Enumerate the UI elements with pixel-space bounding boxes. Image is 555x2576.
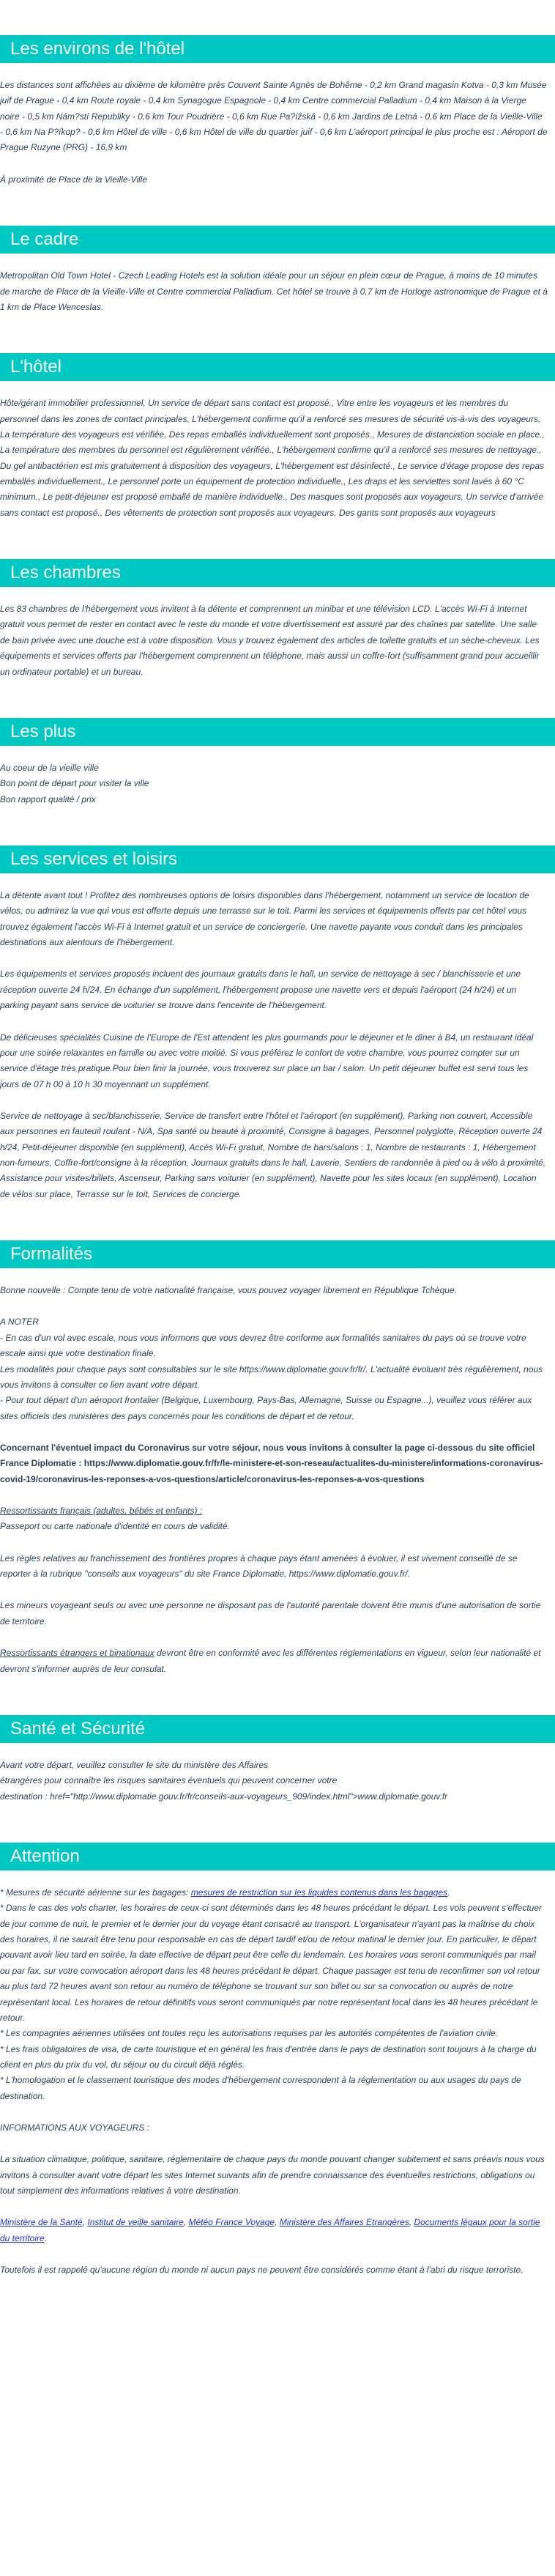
attention-terrorism: Toutefois il est rappelé qu'aucune région du monde ni aucun pays ne peuvent être considérés comme étant à l'abri du risque terroriste.	[0, 2265, 524, 2276]
section-attention	[0, 1843, 555, 2279]
formalites-french-heading: Ressortissants français (adultes, bébés et enfants) :	[0, 1506, 203, 1517]
liquids-restriction-link[interactable]: mesures de restriction sur les liquides contenus dans les bagages	[190, 1887, 448, 1898]
formalites-french-nationals	[0, 1503, 548, 1535]
attention-links	[0, 2215, 548, 2246]
link-separator: ,	[183, 2217, 189, 2228]
section-title-chambres: Les chambres	[0, 559, 555, 587]
section-title-hotel: L'hôtel	[0, 353, 555, 381]
section-cadre	[0, 226, 555, 315]
link-separator: ,	[82, 2217, 88, 2228]
formalites-note-line: Les modalités pour chaque pays sont consultables sur le site https://www.diplomatie.gouv.fr/fr/. L'actualité évoluant très régulièrement, nous vous invitons à consulter ce lien avant votre départ.	[0, 1363, 543, 1390]
formalites-french-text: Passeport ou carte nationale d'identité en cours de validité.	[0, 1521, 230, 1532]
link-separator: ,	[275, 2217, 280, 2228]
attention-notices	[0, 1885, 548, 2104]
attention-situation: La situation climatique, politique, sanitaire, réglementaire de chaque pays du monde pouvant changer subitement et sans préavis nous vous invitons à consulter avant votre départ les sites Internet suivants afin de prendre connaissance des éventuelles restrictions, obligations ou tout simplement des informations relatives à votre destination.	[0, 2154, 545, 2196]
formalites-foreign-heading: Ressortissants étrangers et binationaux	[0, 1648, 154, 1659]
formalites-foreign-text: devront être en conformité avec les différentes réglementations en vigueur, selon leur nationalité et devront s'informer auprès de leur consulat.	[0, 1648, 541, 1674]
formalites-note-line: - Pour tout départ d'un aéroport frontalier (Belgique, Luxembourg, Pays-Bas, Allemagne, Suisse ou Espagne...), veuillez vous référer aux sites officiels des ministères des pays concernés pour les conditions de départ et de retour.	[0, 1395, 532, 1421]
chambres-text: Les 83 chambres de l'hébergement vous invitent à la détente et comprennent un minibar et une télévision LCD. L'accès Wi-Fi à Internet gratuit vous permet de rester en contact avec le reste du monde et votre divertissement est assuré par des chaînes par satellite. Une salle de bain privée avec une douche est à votre disposition. Vous y trouvez également des articles de toilette gratuits et un sèche-cheveux. Les équipements et services offerts par l'hébergement comprennent un téléphone, mais aussi un coffre-fort (suffisamment grand pour accueillir un ordinateur portable) et un bureau.	[0, 604, 540, 677]
attention-charter: * Dans le cas des vols charter, les horaires de ceux-ci sont déterminés dans les 48 heures précédant le départ. Les vols peuvent s'effectuer de jour comme de nuit, le premier et le dernier jour du voyage étant consacré au transport. L'organisateur n'ayant pas la maîtrise du choix des horaires, il ne saurait être tenu pour responsable en cas de départ tardif et/ou de retour matinal le dernier jour. En particulier, le départ pouvant avoir lieu tard en soirée, la date effective de départ peut être celle du lendemain. Les horaires vous seront communiqués par mail ou par fax, sur votre convocation aéroport dans les 48 heures précédant le départ. Chaque passager est tenu de reconfirmer son vol retour au plus tard 72 heures avant son retour au numéro de téléphone se trouvant sur son billet ou sur sa convocation ou auprès de notre représentant local. Les horaires de retour définitifs vous seront communiqués par notre représentant local dans les 48 heures précédant le retour.	[0, 1903, 543, 2023]
attention-luggage-prefix: * Mesures de sécurité aérienne sur les bagages:	[0, 1887, 191, 1898]
attention-info-heading: INFORMATIONS AUX VOYAGEURS :	[0, 2122, 150, 2133]
attention-luggage	[0, 1885, 548, 1900]
links-end: .	[44, 2232, 48, 2243]
veille-sanitaire-link[interactable]: Institut de veille sanitaire	[87, 2217, 184, 2228]
meteo-france-link[interactable]: Météo France Voyage	[188, 2217, 275, 2228]
formalites-note	[0, 1314, 548, 1424]
section-environs	[0, 35, 555, 188]
legal-documents-link[interactable]: Documents légaux pour la sortie du territoire	[0, 2217, 540, 2243]
formalites-border-rules: Les règles relatives au franchissement des frontières propres à chaque pays étant amenées à évoluer, il est vivement conseillé de se reporter à la rubrique "conseils aux voyageurs" du site France Diplomatie, https://www.diplomatie.gouv.fr/.	[0, 1552, 518, 1580]
foreign-affairs-link[interactable]: Ministère des Affaires Etrangères	[279, 2217, 409, 2228]
section-formalites	[0, 1240, 555, 1677]
sante-ministry-link[interactable]: Ministère de la Santé	[0, 2217, 83, 2228]
section-title-formalites: Formalités	[0, 1240, 555, 1268]
services-restauration-text: De délicieuses spécialités Cuisine de l'Europe de l'Est attendent les plus gourmands pour le déjeuner et le dîner à B4, un restaurant idéal pour une soirée relaxantes en famille ou avec votre moitié. Si vous préférez le confort de votre chambre, vous pourrez compter sur un service d'étage très pratique.Pour bien finir la journée, vous trouverez sur place un bar / salon. Un petit déjeuner buffet est servi tous les jours de 07 h 00 à 10 h 30 moyennant un supplément.	[0, 1032, 534, 1089]
attention-airlines: * Les compagnies aériennes utilisées ont toutes reçu les autorisations requises par les autorités compétentes de l'aviation civile.	[0, 2028, 498, 2039]
section-sante	[0, 1715, 555, 1805]
section-hotel	[0, 353, 555, 521]
hotel-text: Hôte/gérant immobilier professionnel, Un service de départ sans contact est proposé., Vitre entre les voyageurs et les membres du personnel dans les zones de contact principales, L'hébergement confirme qu'il a renforcé ses mesures de sécurité vis-à-vis des voyageurs, La température des voyageurs est vérifiée, Des repas emballés individuellement sont proposés., Mesures de distanciation sociale en place., La température des membres du personnel est régulièrement vérifiée., L'hébergement confirme qu'il a renforcé ses mesures de nettoyage., Du gel antibactérien est mis gratuitement à disposition des voyageurs, L'hébergement est désinfecté., Le service d'étage propose des repas emballés individuellement., Le personnel porte un équipement de protection individuelle., Les draps et les serviettes sont lavés à 60 °C minimum., Le petit-déjeuner est proposé emballé de manière individuelle., Des masques sont proposés aux voyageurs, Un service d'arrivée sans contact est proposé., Des vêtements de protection sont proposés aux voyageurs, Des gants sont proposés aux voyageurs	[0, 398, 545, 518]
formalites-note-line: A NOTER	[0, 1317, 39, 1328]
section-title-sante: Santé et Sécurité	[0, 1715, 555, 1743]
environs-distances: Les distances sont affichées au dixième de kilomètre près Couvent Sainte Agnès de Bohême - 0,2 km Grand magasin Kotva - 0,3 km Musée juif de Prague - 0,4 km Route royale - 0,4 km Synagogue Espagnole - 0,4 km Centre commercial Palladium - 0,4 km Maison à la Vierge noire - 0,5 km Nám?stí Republiky - 0,6 km Tour Poudrière - 0,6 km Rue Pa?ížská - 0,6 km Jardins de Letná - 0,6 km Place de la Vieille-Ville - 0,6 km Na P?íkop? - 0,6 km Hôtel de ville - 0,6 km Hôtel de ville du quartier juif - 0,6 km L'aéroport principal le plus proche est : Aéroport de Prague Ruzyne (PRG) - 16,9 km	[0, 80, 548, 153]
section-title-environs: Les environs de l'hôtel	[0, 35, 555, 63]
services-list-text: Service de nettoyage à sec/blanchisserie, Service de transfert entre l'hôtel et l'aéroport (en supplément), Parking non couvert, Accessible aux personnes en fauteuil roulant - N/A, Spa santé ou beauté à proximité, Consigne à bagages, Personnel polyglotte, Réception ouverte 24 h/24, Petit-déjeuner disponible (en supplément), Accès Wi-Fi gratuit, Nombre de bars/salons : 1, Nombre de restaurants : 1, Hébergement non-fumeurs, Coffre-fort/consigne à la réception, Journaux gratuits dans le hall, Laverie, Sentiers de randonnée à pied ou à vélo à proximité, Assistance pour visites/billets, Ascenseur, Parking sans voiturier (en supplément), Navette pour les sites locaux (en supplément), Location de vélos sur place, Terrasse sur le toit, Services de concierge.	[0, 1110, 546, 1199]
formalites-nationality: Bonne nouvelle : Compte tenu de votre nationalité française, vous pouvez voyager librement en République Tchèque.	[0, 1285, 457, 1296]
sante-line: destination : href="http://www.diplomatie.gouv.fr/fr/conseils-aux-voyageurs_909/index.html">www.diplomatie.gouv.fr	[0, 1791, 448, 1802]
cadre-text: Metropolitan Old Town Hotel - Czech Leading Hotels est la solution idéale pour un séjour en plein cœur de Prague, à moins de 10 minutes de marche de Place de la Vieille-Ville et Centre commercial Palladium. Cet hôtel se trouve à 0,7 km de Horloge astronomique de Prague et à 1 km de Place Wenceslas.	[0, 270, 548, 312]
formalites-foreign-nationals	[0, 1646, 548, 1677]
section-title-cadre: Le cadre	[0, 226, 555, 253]
link-separator: ,	[409, 2217, 414, 2228]
section-chambres	[0, 559, 555, 680]
section-title-attention: Attention	[0, 1843, 555, 1870]
formalites-minors: Les mineurs voyageant seuls ou avec une personne ne disposant pas de l'autorité parentale doivent être munis d'une autorisation de sortie de territoire.	[0, 1600, 541, 1626]
sante-line: Avant votre départ, veuillez consulter le site du ministère des Affaires	[0, 1759, 269, 1770]
section-title-services: Les services et loisirs	[0, 845, 555, 873]
attention-luggage-suffix: .	[447, 1887, 450, 1898]
services-equipements-text: Les équipements et services proposés incluent des journaux gratuits dans le hall, un service de nettoyage à sec / blanchisserie et une réception ouverte 24 h/24. En échange d'un supplément, l'hébergement propose une navette vers et depuis l'aéroport (24 h/24) et un parking payant sans service de voiturier se trouve dans l'enceinte de l'hébergement.	[0, 969, 521, 1011]
section-plus	[0, 718, 555, 807]
sante-line: étrangères pour connaître les risques sanitaires éventuels qui peuvent concerner votre	[0, 1775, 338, 1786]
attention-homologation: * L'homologation et le classement touristique des modes d'hébergement correspondent à la réglementation ou aux usages du pays de destination.	[0, 2075, 521, 2101]
section-title-plus: Les plus	[0, 718, 555, 746]
plus-item: Bon rapport qualité / prix	[0, 793, 96, 804]
plus-item: Au coeur de la vieille ville	[0, 762, 99, 773]
formalites-coronavirus: Concernant l'éventuel impact du Coronavirus sur votre séjour, nous vous invitons à consulter la page ci-dessous du site officiel France Diplomatie : https://www.diplomatie.gouv.fr/fr/le-ministere-et-son-reseau/actualites-du-ministere/informations-coronavirus-covid-19/coronavirus-les-reponses-a-vos-questions/article/coronavirus-les-reponses-a-vos-questions	[0, 1442, 543, 1484]
section-services	[0, 845, 555, 1202]
plus-item: Bon point de départ pour visiter la ville	[0, 778, 149, 789]
attention-fees: * Les frais obligatoires de visa, de carte touristique et en général les frais d'entrée dans le pays de destination sont toujours à la charge du client en plus du prix du vol, du séjour ou du circuit déjà réglés.	[0, 2043, 537, 2070]
formalites-note-line: - En cas d'un vol avec escale, nous vous informons que vous devrez être conforme aux formalités sanitaires du pays où se trouve votre escale ainsi que votre destination finale.	[0, 1332, 526, 1359]
environs-proximity: À proximité de Place de la Vieille-Ville	[0, 174, 147, 185]
services-loisirs-text: La détente avant tout ! Profitez des nombreuses options de loisirs disponibles dans l'hébergement, notamment un service de location de vélos, ou admirez la vue qui vous est offerte depuis une terrasse sur le toit. Parmi les services et équipements offerts par cet hôtel vous trouvez également l'accès Wi-Fi à Internet gratuit et un service de conciergerie. Une navette payante vous conduit dans les principales destinations aux alentours de l'hébergement.	[0, 889, 529, 948]
